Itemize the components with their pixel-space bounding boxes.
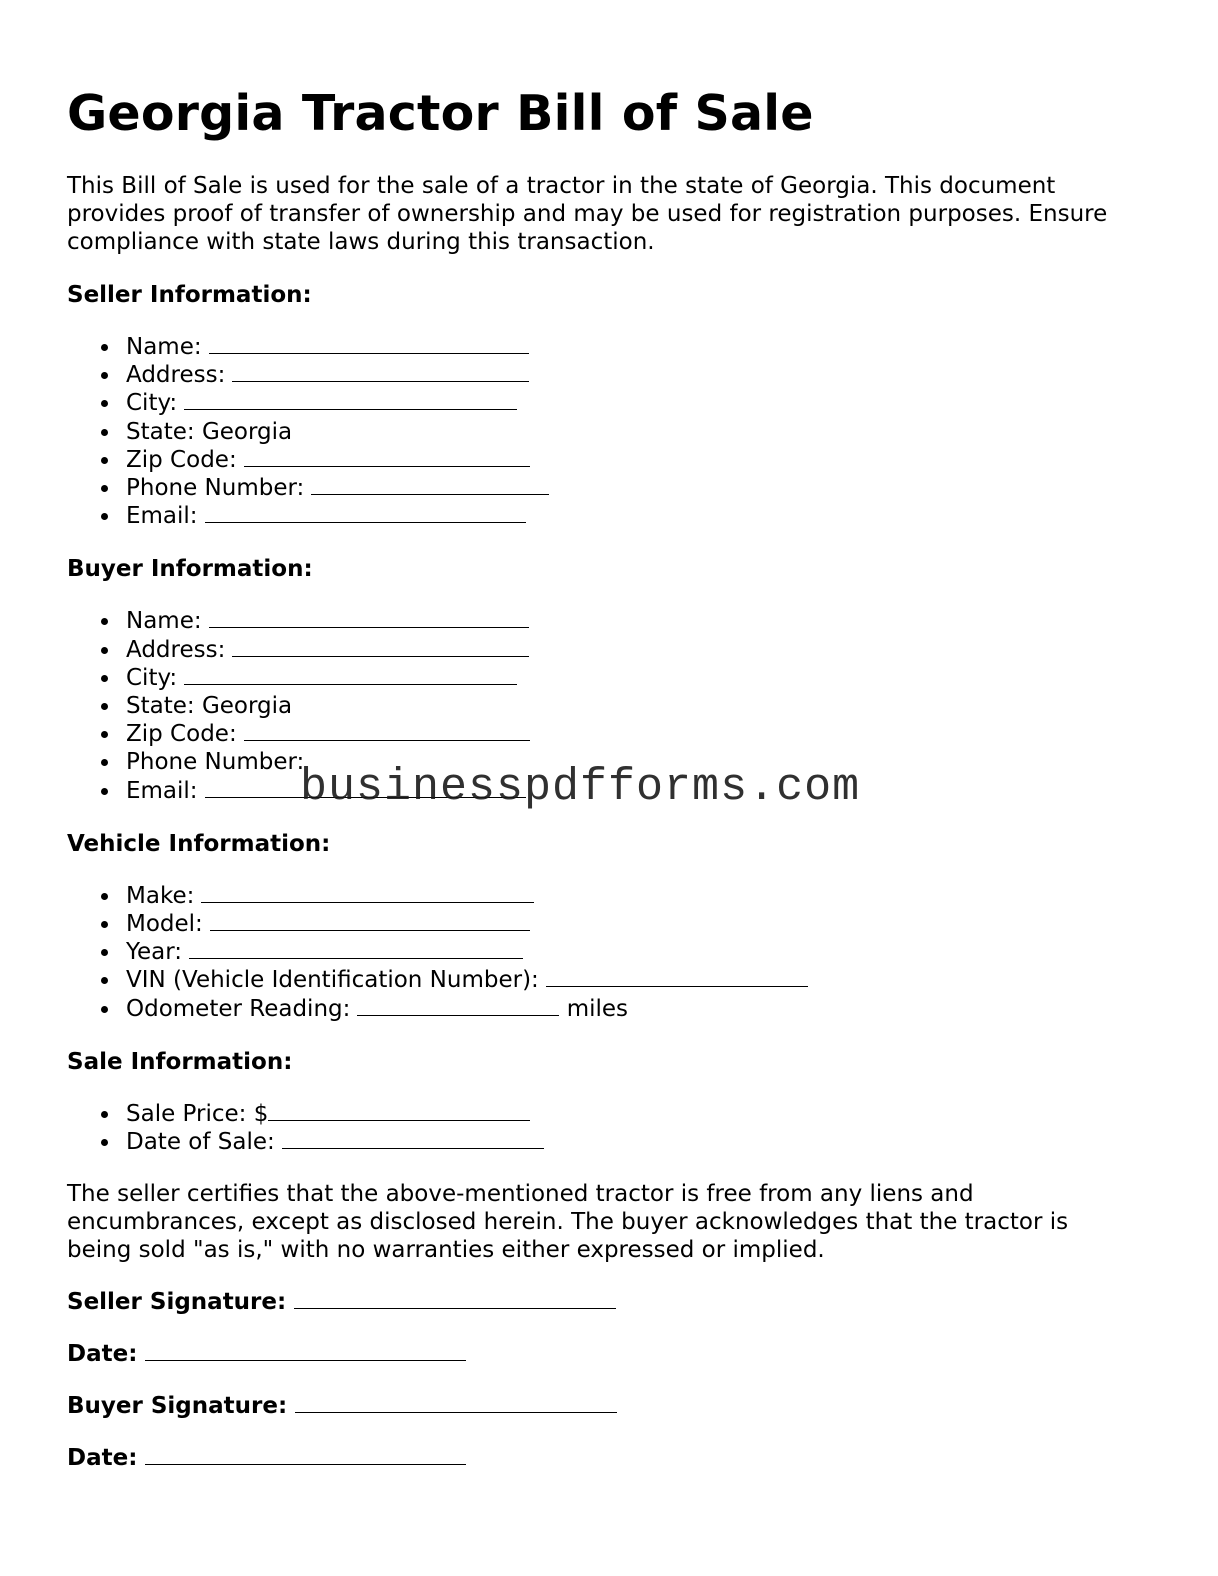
vehicle-make-field: [126, 882, 1167, 910]
seller-date-line: [67, 1340, 1167, 1368]
buyer-zip-blank[interactable]: [244, 720, 530, 741]
buyer-signature-label: Buyer Signature:: [67, 1393, 288, 1420]
seller-address-field: [126, 361, 1167, 389]
seller-phone-label: Phone Number:: [126, 475, 305, 502]
buyer-name-blank[interactable]: [209, 607, 529, 628]
vehicle-odometer-field: [126, 995, 1167, 1023]
buyer-section-heading: Buyer Information:: [67, 556, 313, 583]
vehicle-year-label: Year:: [126, 939, 183, 966]
seller-signature-blank[interactable]: [294, 1288, 616, 1309]
sale-price-field: [126, 1100, 1167, 1128]
sale-section-heading: Sale Information:: [67, 1048, 293, 1075]
vehicle-odometer-unit: miles: [566, 995, 629, 1022]
buyer-city-field: [126, 664, 1167, 692]
buyer-state-label: State: Georgia: [126, 693, 293, 720]
document-title: Georgia Tractor Bill of Sale: [67, 85, 814, 142]
buyer-name-field: [126, 607, 1167, 635]
buyer-address-blank[interactable]: [232, 636, 529, 657]
buyer-date-line: [67, 1444, 1167, 1472]
vehicle-year-field: [126, 938, 1167, 966]
buyer-zip-label: Zip Code:: [126, 721, 237, 748]
seller-phone-field: [126, 474, 1167, 502]
buyer-email-label: Email:: [126, 777, 198, 804]
seller-state-label: State: Georgia: [126, 418, 293, 445]
seller-state-field: [126, 418, 1167, 446]
sale-field-list: [67, 1100, 1167, 1156]
buyer-email-blank[interactable]: [205, 777, 526, 798]
sale-date-label: Date of Sale:: [126, 1129, 275, 1156]
seller-name-field: [126, 333, 1167, 361]
seller-zip-blank[interactable]: [244, 446, 530, 467]
buyer-signature-line: [67, 1392, 1167, 1420]
buyer-field-list: [67, 607, 1167, 804]
vehicle-vin-label: VIN (Vehicle Identification Number):: [126, 967, 539, 994]
buyer-phone-label: Phone Number:: [126, 749, 305, 776]
seller-name-blank[interactable]: [209, 333, 529, 354]
seller-signature-label: Seller Signature:: [67, 1289, 287, 1316]
vehicle-make-label: Make:: [126, 882, 195, 909]
buyer-city-blank[interactable]: [184, 664, 517, 685]
seller-email-field: [126, 502, 1167, 530]
seller-signature-line: [67, 1288, 1167, 1316]
certification-paragraph: The seller certifies that the above-mentioned tractor is free from any liens and encumbrances, except as disclosed herein. The buyer acknowledges that the tractor is being sold "as is," with no warranties either expressed or implied.: [67, 1181, 1069, 1264]
seller-city-blank[interactable]: [184, 389, 517, 410]
sale-date-blank[interactable]: [282, 1128, 544, 1149]
vehicle-odometer-blank[interactable]: [357, 995, 559, 1016]
seller-name-label: Name:: [126, 334, 202, 360]
sale-price-blank[interactable]: [268, 1100, 530, 1121]
vehicle-year-blank[interactable]: [189, 938, 523, 959]
vehicle-vin-blank[interactable]: [546, 966, 808, 987]
vehicle-section-heading: Vehicle Information:: [67, 830, 331, 857]
vehicle-model-field: [126, 910, 1167, 938]
vehicle-vin-field: [126, 966, 1167, 994]
seller-zip-label: Zip Code:: [126, 446, 237, 473]
buyer-name-label: Name:: [126, 608, 202, 635]
seller-email-label: Email:: [126, 503, 198, 530]
buyer-signature-blank[interactable]: [295, 1392, 617, 1413]
buyer-address-label: Address:: [126, 636, 226, 663]
seller-zip-field: [126, 446, 1167, 474]
buyer-city-label: City:: [126, 664, 178, 691]
intro-paragraph: This Bill of Sale is used for the sale of a tractor in the state of Georgia. This document provides proof of transfer of ownership and may be used for registration purposes. Ensure compliance with state laws during this transaction.: [67, 173, 1108, 255]
buyer-state-field: [126, 692, 1167, 720]
sale-date-field: [126, 1128, 1167, 1156]
vehicle-model-label: Model:: [126, 911, 203, 938]
buyer-date-label: Date:: [67, 1445, 138, 1472]
seller-field-list: [67, 333, 1167, 530]
seller-section-heading: Seller Information:: [67, 282, 312, 308]
buyer-zip-field: [126, 720, 1167, 748]
seller-date-blank[interactable]: [145, 1340, 466, 1361]
vehicle-model-blank[interactable]: [210, 910, 530, 931]
buyer-date-blank[interactable]: [145, 1444, 466, 1465]
seller-city-field: [126, 389, 1167, 417]
vehicle-field-list: [67, 882, 1167, 1023]
seller-email-blank[interactable]: [205, 502, 526, 523]
vehicle-make-blank[interactable]: [201, 882, 534, 903]
document-page: [67, 78, 1167, 1472]
seller-city-label: City:: [126, 390, 178, 417]
seller-date-label: Date:: [67, 1341, 138, 1368]
seller-address-blank[interactable]: [232, 361, 529, 382]
vehicle-odometer-label: Odometer Reading:: [126, 995, 351, 1022]
sale-price-label: Sale Price: $: [126, 1100, 269, 1127]
buyer-address-field: [126, 636, 1167, 664]
buyer-phone-field: [126, 748, 1167, 776]
seller-phone-blank[interactable]: [311, 474, 549, 495]
watermark-text: businesspdfforms.com: [300, 762, 861, 813]
seller-address-label: Address:: [126, 362, 226, 389]
buyer-email-field: [126, 777, 1167, 805]
